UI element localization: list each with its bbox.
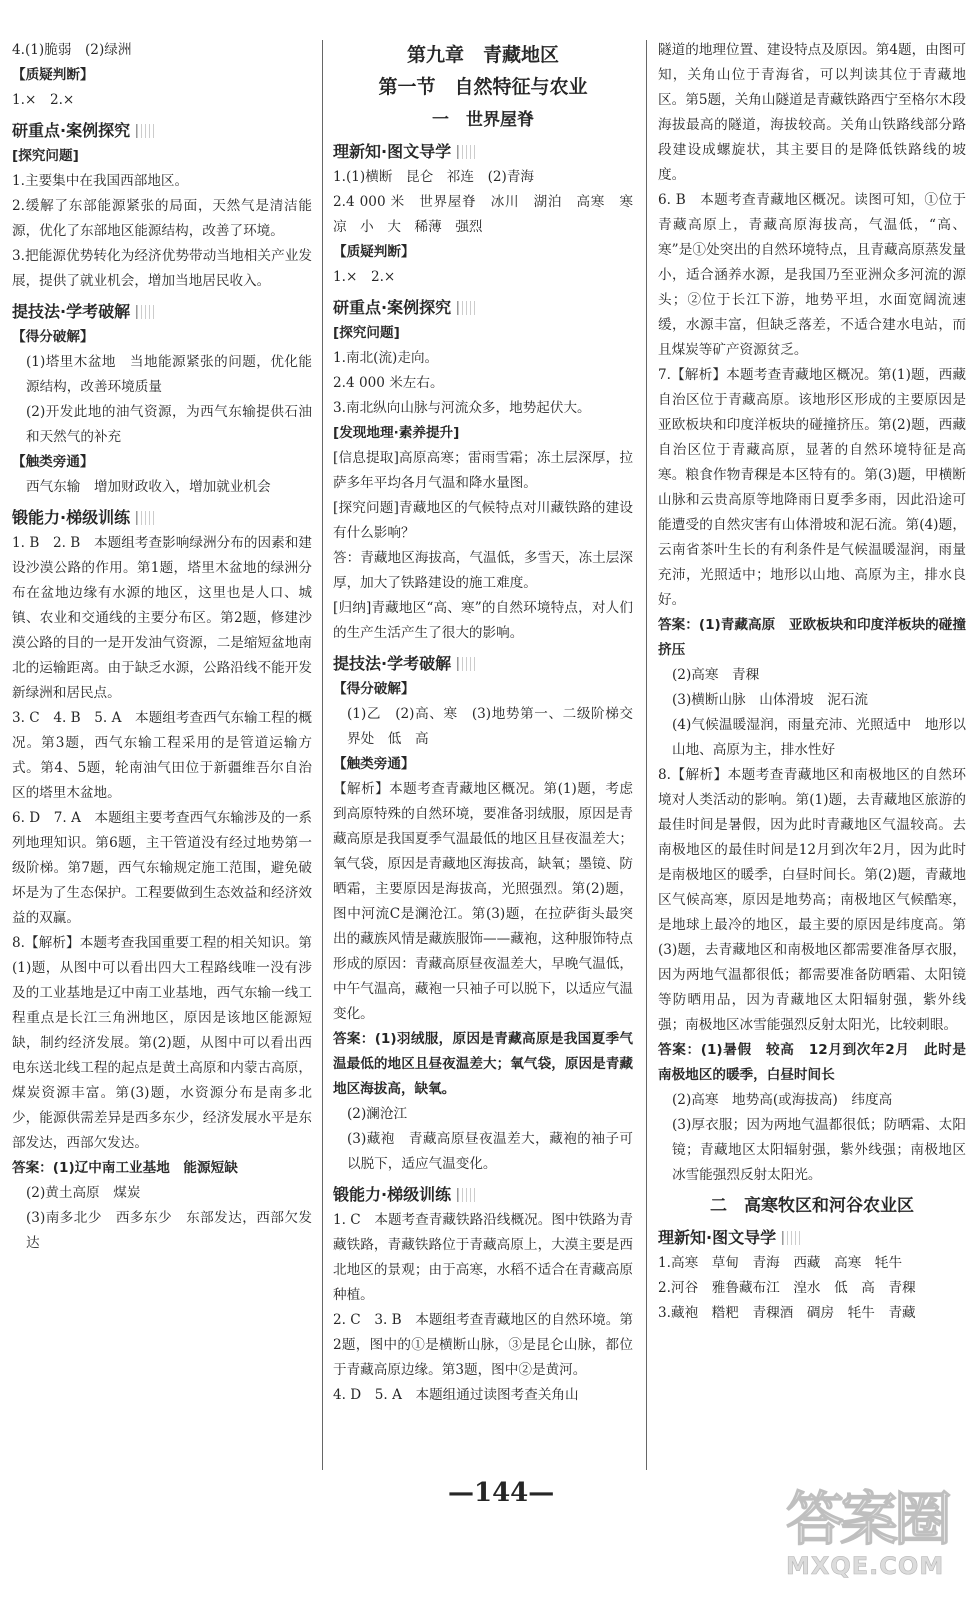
- indented-paragraph: (2)开发此地的油气资源，为西气东输提供石油和天然气的补充: [26, 404, 312, 445]
- bracket-tag: 【得分破解】: [12, 329, 94, 345]
- paragraph: 1.× 2.×: [12, 92, 75, 108]
- paragraph: 1. B 2. B 本题组考查影响绿洲分布的因素和建设沙漠公路的作用。第1题，塔里木盆地的绿洲分布在盆地边缘有水源的地区，这里也是人口、城镇、农业和交通线的主要分布区。第2题，修建沙漠公路的目的一是开发油气资源，二是缩短盆地南北的运输距离。由于缺乏水源，公路沿线不能开发新绿洲和居民点。: [12, 535, 312, 701]
- decorative-stripe-icon: [457, 1188, 478, 1202]
- watermark-url: MXQE.COM: [786, 1552, 945, 1580]
- section-heading-label: 提技法·学考破解: [333, 654, 452, 673]
- page-number: —144—: [448, 1478, 555, 1508]
- paragraph: 2.缓解了东部能源紧张的局面，天然气是清洁能源，优化了东部地区能源结构，改善了环境。: [12, 198, 312, 239]
- paragraph: 6. D 7. A 本题组主要考查西气东输涉及的一系列地理知识。第6题，主干管道没有经过地势第一级阶梯。第7题，西气东输规定施工范围，避免破坏是为了生态保护。工程要做到生态效益和经济效益的双赢。: [12, 810, 312, 926]
- section-heading: [12, 505, 312, 530]
- paragraph: 8.【解析】本题考查我国重要工程的相关知识。第(1)题，从图中可以看出四大工程路线唯一没有涉及的工业基地是辽中南工业基地，西气东输一线工程重点是长江三角洲地区，原因是该地区能源短缺，制约经济发展。第(2)题，从图中可以看出西电东送北线工程的起点是黄土高原和内蒙古高原，煤炭资源丰富。第(3)题，水资源分布是南多北少，能源供需差异是西多东少，经济发展水平是东部发达，西部欠发达。: [12, 935, 312, 1151]
- paragraph: [探究问题]青藏地区的气候特点对川藏铁路的建设有什么影响？: [333, 500, 633, 541]
- answer-line: 答案：(1)暑假 较高 12月到次年2月 此时是南极地区的暖季，白昼时间长: [658, 1042, 966, 1083]
- section-heading: [333, 139, 633, 164]
- paragraph: 隧道的地理位置、建设特点及原因。第4题，由图可知，关角山位于青海省，可以判读其位于青藏地区。第5题，关角山隧道是青藏铁路西宁至格尔木段海拔最高的隧道，海拔较高。关角山铁路线部分路段建设成螺旋状，其主要目的是降低铁路线的坡度。: [658, 42, 966, 183]
- indented-paragraph: (3)横断山脉 山体滑坡 泥石流: [672, 692, 868, 708]
- paragraph: 2.4 000 米 世界屋脊 冰川 湖泊 高寒 寒 凉 小 大 稀薄 强烈: [333, 194, 647, 235]
- section-heading: [12, 299, 312, 324]
- paragraph: 1.高寒 草甸 青海 西藏 高寒 牦牛: [658, 1255, 903, 1271]
- section-heading: [658, 1225, 966, 1250]
- answer-line: 答案：(1)羽绒服，原因是青藏高原是我国夏季气温最低的地区且昼夜温差大；氧气袋，原因是青藏地区海拔高，缺氧。: [333, 1031, 633, 1097]
- paragraph: 4. D 5. A 本题组通过读图考查关角山: [333, 1387, 579, 1403]
- answer-line: 答案：(1)辽中南工业基地 能源短缺: [12, 1160, 238, 1176]
- paragraph: 4.(1)脆弱 (2)绿洲: [12, 42, 132, 58]
- subsection-title: 一 世界屋脊: [432, 110, 534, 130]
- section-heading-label: 研重点·案例探究: [333, 298, 452, 317]
- decorative-stripe-icon: [457, 301, 478, 315]
- paragraph: [信息提取]高原高寒；雷雨雪霜；冻土层深厚，拉萨多年平均各月气温和降水量图。: [333, 450, 633, 491]
- indented-paragraph: (1)乙 (2)高、寒 (3)地势第一、二级阶梯交界处 低 高: [347, 706, 633, 747]
- paragraph: 2. C 3. B 本题组考查青藏地区的自然环境。第2题，图中的①是横断山脉，③是昆仑山脉，都位于青藏高原边缘。第3题，图中②是黄河。: [333, 1312, 633, 1378]
- section-heading-label: 研重点·案例探究: [12, 121, 131, 140]
- paragraph: 1.× 2.×: [333, 269, 396, 285]
- bracket-tag: [发现地理·素养提升]: [333, 425, 460, 441]
- indented-paragraph: (2)黄土高原 煤炭: [26, 1185, 141, 1201]
- paragraph: 答：青藏地区海拔高，气温低，多雪天，冻土层深厚，加大了铁路建设的施工难度。: [333, 550, 633, 591]
- column-right: [658, 38, 966, 1326]
- section-heading-label: 理新知·图文导学: [333, 142, 452, 161]
- paragraph: 1.主要集中在我国西部地区。: [12, 173, 189, 189]
- decorative-stripe-icon: [136, 305, 157, 319]
- decorative-stripe-icon: [136, 511, 157, 525]
- bracket-tag: [探究问题]: [333, 325, 400, 341]
- paragraph: 1.南北(流)走向。: [333, 350, 439, 366]
- decorative-stripe-icon: [782, 1231, 803, 1245]
- section-heading: [333, 295, 633, 320]
- subsection-title: 二 高寒牧区和河谷农业区: [710, 1196, 914, 1216]
- indented-paragraph: (4)气候温暖湿润，雨量充沛、光照适中 地形以山地、高原为主，排水性好: [672, 717, 966, 758]
- paragraph: 7.【解析】本题考查青藏地区概况。第(1)题，西藏自治区位于青藏高原。该地形区形成的主要原因是亚欧板块和印度洋板块的碰撞挤压。第(2)题，西藏自治区位于青藏高原，显著的自然环境特征是高寒。粮食作物青稞是本区特有的。第(3)题，甲横断山脉和云贵高原等地降雨日夏季多雨，因此沿途可能遭受的自然灾害有山体滑坡和泥石流。第(4)题，云南省茶叶生长的有利条件是气候温暖湿润，雨量充沛，光照适中；地形以山地、高原为主，排水良好。: [658, 367, 966, 608]
- column-middle: [333, 38, 647, 1408]
- indented-paragraph: (1)塔里木盆地 当地能源紧张的问题，优化能源结构，改善环境质量: [26, 354, 312, 395]
- indented-paragraph: (3)藏袍 青藏高原昼夜温差大，藏袍的袖子可以脱下，适应气温变化。: [347, 1131, 633, 1172]
- chapter-title: 第九章 青藏地区: [406, 44, 559, 66]
- section-heading-label: 锻能力·梯级训练: [12, 508, 131, 527]
- paragraph: 8.【解析】本题考查青藏地区和南极地区的自然环境对人类活动的影响。第(1)题，去青藏地区旅游的最佳时间是暑假，因为此时青藏地区气温较高。去南极地区的最佳时间是12月到次年2月，因为此时是南极地区的暖季，白昼时间长。第(2)题，青藏地区气候高寒，原因是地势高；南极地区气候酷寒，是地球上最冷的地区，最主要的原因是纬度高。第(3)题，去青藏地区和南极地区都需要准备厚衣服，因为两地气温都很低；都需要准备防晒霜、太阳镜等防晒用品，因为青藏地区太阳辐射强，紫外线强；南极地区冰雪能强烈反射太阳光，比较刺眼。: [658, 767, 966, 1033]
- paragraph: 1.(1)横断 昆仑 祁连 (2)青海: [333, 169, 535, 185]
- bracket-tag: 【质疑判断】: [333, 244, 415, 260]
- indented-paragraph: 西气东输 增加财政收入，增加就业机会: [26, 479, 271, 495]
- section-heading: [333, 651, 633, 676]
- decorative-stripe-icon: [457, 657, 478, 671]
- paragraph: 3.把能源优势转化为经济优势带动当地相关产业发展，提供了就业机会，增加当地居民收入。: [12, 248, 312, 289]
- watermark-logo: [786, 1486, 966, 1586]
- decorative-stripe-icon: [457, 145, 478, 159]
- bracket-tag: 【质疑判断】: [12, 67, 94, 83]
- indented-paragraph: (3)厚衣服；因为两地气温都很低；防晒霜、太阳镜；青藏地区太阳辐射强，紫外线强；南极地区冰雪能强烈反射太阳光。: [672, 1117, 966, 1183]
- paragraph: 2.4 000 米左右。: [333, 375, 444, 391]
- indented-paragraph: (2)高寒 青稞: [672, 667, 760, 683]
- bracket-tag: [探究问题]: [12, 148, 79, 164]
- paragraph: 1. C 本题考查青藏铁路沿线概况。图中铁路为青藏铁路，青藏铁路位于青藏高原上，大漠主要是西北地区的景观；由于高寒，水稻不适合在青藏高原种植。: [333, 1212, 633, 1303]
- indented-paragraph: (2)高寒 地势高(或海拔高) 纬度高: [672, 1092, 893, 1108]
- column-divider-left: [322, 40, 323, 1470]
- indented-paragraph: (3)南多北少 西多东少 东部发达，西部欠发达: [26, 1210, 312, 1251]
- section-heading-label: 理新知·图文导学: [658, 1228, 777, 1247]
- paragraph: 【解析】本题考查青藏地区概况。第(1)题，考虑到高原特殊的自然环境，要准备羽绒服，原因是青藏高原是我国夏季气温最低的地区且昼夜温差大；氧气袋，原因是青藏地区海拔高，缺氧；墨镜、防晒霜，主要原因是海拔高，光照强烈。第(2)题，图中河流C是澜沧江。第(3)题，在拉萨街头最突出的藏族风情是藏族服饰——藏袍，这种服饰特点形成的原因：青藏高原昼夜温差大，早晚气温低，中午气温高，藏袍一只袖子可以脱下，以适应气温变化。: [333, 781, 633, 1022]
- section-heading: [333, 1182, 633, 1207]
- decorative-stripe-icon: [136, 124, 157, 138]
- paragraph: 3.藏袍 糌粑 青稞酒 碉房 牦牛 青藏: [658, 1305, 916, 1321]
- watermark-logo-text: 答案圈: [786, 1485, 949, 1553]
- paragraph: 2.河谷 雅鲁藏布江 湟水 低 高 青稞: [658, 1280, 916, 1296]
- paragraph: [归纳]青藏地区“高、寒”的自然环境特点，对人们的生产生活产生了很大的影响。: [333, 600, 633, 641]
- paragraph: 3. C 4. B 5. A 本题组考查西气东输工程的概况。第3题，西气东输工程采用的是管道运输方式。第4、5题，轮南油气田位于新疆维吾尔自治区的塔里木盆地。: [12, 710, 312, 801]
- paragraph: 3.南北纵向山脉与河流众多，地势起伏大。: [333, 400, 591, 416]
- chapter-title: 第一节 自然特征与农业: [378, 76, 588, 98]
- paragraph: 6. B 本题考查青藏地区概况。读图可知，①位于青藏高原上，青藏高原海拔高，气温低，“高、寒”是①处突出的自然环境特点，且青藏高原蒸发量小，适合涵养水源，是我国乃至亚洲众多河流的源头；②位于长江下游，地势平坦，水面宽阔流速缓，水源丰富，但缺乏落差，不适合建水电站，而且煤炭等矿产资源贫乏。: [658, 192, 966, 358]
- column-divider-right: [646, 40, 647, 1470]
- section-heading-label: 提技法·学考破解: [12, 302, 131, 321]
- section-heading: [12, 118, 312, 143]
- bracket-tag: 【得分破解】: [333, 681, 415, 697]
- column-left: [12, 38, 312, 1256]
- indented-paragraph: (2)澜沧江: [347, 1106, 408, 1122]
- section-heading-label: 锻能力·梯级训练: [333, 1185, 452, 1204]
- bracket-tag: 【触类旁通】: [333, 756, 415, 772]
- bracket-tag: 【触类旁通】: [12, 454, 94, 470]
- answer-line: 答案：(1)青藏高原 亚欧板块和印度洋板块的碰撞挤压: [658, 617, 966, 658]
